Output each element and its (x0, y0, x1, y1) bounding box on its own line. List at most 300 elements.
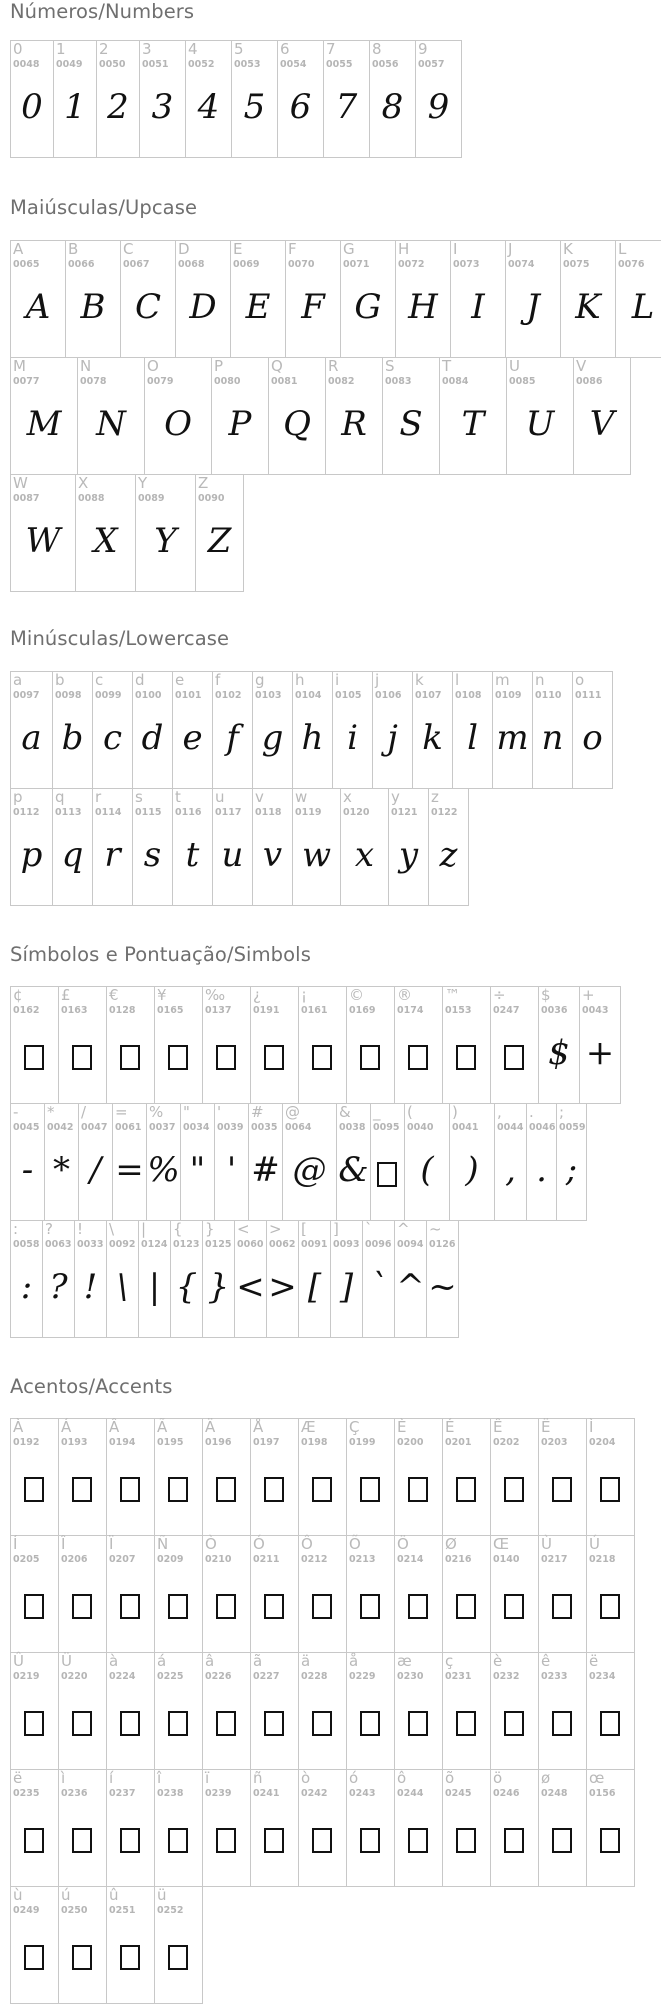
character-label: ! (77, 1220, 84, 1238)
character-label: ê (541, 1652, 551, 1670)
character-label: t (175, 788, 181, 806)
character-label: Î (61, 1535, 66, 1553)
glyph-cell (452, 671, 493, 789)
character-label: 8 (372, 40, 382, 58)
char-code: 0128 (109, 1005, 136, 1016)
glyph-cell (231, 40, 278, 158)
glyph-cell (75, 474, 136, 592)
glyph-cell (185, 40, 232, 158)
section-title: Minúsculas/Lowercase (10, 627, 230, 650)
glyph-cell (586, 1652, 635, 1770)
character-label: L (618, 240, 627, 258)
glyph-preview: = (115, 1150, 144, 1190)
missing-glyph-icon (264, 1828, 284, 1853)
glyph-preview: Y (154, 521, 177, 561)
glyph-preview: t (185, 835, 200, 875)
char-code: 0137 (205, 1005, 232, 1016)
char-code: 0104 (295, 690, 322, 701)
character-label: Œ (493, 1535, 510, 1553)
glyph-cell (370, 1103, 405, 1221)
missing-glyph-icon (168, 1594, 188, 1619)
glyph-cell (250, 1769, 299, 1887)
char-code: 0093 (333, 1239, 360, 1250)
glyph-cell (298, 1535, 347, 1653)
char-code: 0033 (77, 1239, 104, 1250)
character-label: _ (373, 1103, 381, 1121)
char-code: 0212 (301, 1554, 328, 1565)
glyph-cell (292, 671, 333, 789)
character-label: / (81, 1103, 87, 1121)
character-label: n (535, 671, 545, 689)
character-label: d (135, 671, 145, 689)
glyph-preview: 7 (335, 87, 358, 127)
char-code: 0118 (255, 807, 282, 818)
glyph-preview: 8 (381, 87, 404, 127)
char-code: 0086 (576, 376, 603, 387)
glyph-cell (10, 1652, 59, 1770)
character-label: # (251, 1103, 264, 1121)
char-code: 0250 (61, 1905, 88, 1916)
glyph-cell (415, 40, 462, 158)
character-label: î (157, 1769, 162, 1787)
missing-glyph-icon (216, 1477, 236, 1502)
character-label: ó (349, 1769, 359, 1787)
glyph-cell (10, 1418, 59, 1536)
char-code: 0056 (372, 59, 399, 70)
glyph-cell (106, 1535, 155, 1653)
character-label: w (295, 788, 308, 806)
char-code: 0052 (188, 59, 215, 70)
char-code: 0063 (45, 1239, 72, 1250)
char-code: 0156 (589, 1788, 616, 1799)
character-label: > (269, 1220, 282, 1238)
missing-glyph-icon (24, 1045, 44, 1070)
char-code: 0071 (343, 259, 370, 270)
glyph-cell (369, 40, 416, 158)
glyph-cell (346, 986, 395, 1104)
character-label: N (80, 357, 92, 375)
glyph-cell (538, 986, 580, 1104)
glyph-preview: u (221, 835, 244, 875)
glyph-preview: h (301, 718, 324, 758)
glyph-cell (490, 1418, 539, 1536)
glyph-cell (579, 986, 621, 1104)
glyph-preview: 4 (197, 87, 220, 127)
char-code: 0246 (493, 1788, 520, 1799)
char-code: 0036 (541, 1005, 568, 1016)
character-label: y (391, 788, 400, 806)
glyph-preview: A (25, 287, 51, 327)
glyph-cell (248, 1103, 283, 1221)
missing-glyph-icon (456, 1045, 476, 1070)
missing-glyph-icon (24, 1594, 44, 1619)
glyph-preview: J (526, 287, 540, 327)
character-label: Æ (301, 1418, 316, 1436)
glyph-cell (538, 1535, 587, 1653)
char-code: 0114 (95, 807, 122, 818)
glyph-preview: # (251, 1150, 280, 1190)
glyph-preview: \ (116, 1267, 129, 1307)
character-label: < (237, 1220, 250, 1238)
missing-glyph-icon (72, 1711, 92, 1736)
glyph-preview: d (141, 718, 164, 758)
glyph-cell (10, 1535, 59, 1653)
glyph-preview: ~ (428, 1267, 457, 1307)
character-label: ã (253, 1652, 263, 1670)
character-label: ~ (429, 1220, 442, 1238)
char-code: 0249 (13, 1905, 40, 1916)
glyph-cell (154, 1418, 203, 1536)
char-code: 0120 (343, 807, 370, 818)
character-label: í (109, 1769, 114, 1787)
glyph-cell (298, 986, 347, 1104)
character-label: Í (13, 1535, 18, 1553)
character-label: U (509, 357, 520, 375)
glyph-preview: ? (49, 1267, 68, 1307)
char-code: 0094 (397, 1239, 424, 1250)
char-code: 0202 (493, 1437, 520, 1448)
glyph-preview: y (398, 835, 419, 875)
character-label: 9 (418, 40, 428, 58)
character-label: K (563, 240, 573, 258)
character-label: ' (217, 1103, 222, 1121)
glyph-cell (132, 671, 173, 789)
char-code: 0234 (589, 1671, 616, 1682)
character-label: o (575, 671, 585, 689)
glyph-preview: B (80, 287, 106, 327)
char-code: 0069 (233, 259, 260, 270)
character-label: ( (407, 1103, 413, 1121)
glyph-cell (449, 1103, 495, 1221)
glyph-cell (106, 1220, 139, 1338)
missing-glyph-icon (408, 1711, 428, 1736)
missing-glyph-icon (264, 1045, 284, 1070)
glyph-cell (332, 671, 373, 789)
character-label: Y (138, 474, 148, 492)
char-code: 0106 (375, 690, 402, 701)
glyph-cell (586, 1418, 635, 1536)
char-code: 0059 (559, 1122, 586, 1133)
missing-glyph-icon (168, 1711, 188, 1736)
missing-glyph-icon (456, 1828, 476, 1853)
character-label: ë (589, 1652, 599, 1670)
char-code: 0196 (205, 1437, 232, 1448)
missing-glyph-icon (600, 1711, 620, 1736)
character-label: ® (397, 986, 412, 1004)
character-label: ä (301, 1652, 311, 1670)
character-label: f (215, 671, 221, 689)
missing-glyph-icon (264, 1477, 284, 1502)
char-code: 0101 (175, 690, 202, 701)
char-code: 0123 (173, 1239, 200, 1250)
glyph-cell (138, 1220, 171, 1338)
char-code: 0098 (55, 690, 82, 701)
glyph-cell (58, 1886, 107, 2004)
character-label: Õ (349, 1535, 361, 1553)
glyph-preview: " (189, 1150, 206, 1190)
character-label: ? (45, 1220, 53, 1238)
character-label: q (55, 788, 65, 806)
glyph-cell (442, 1418, 491, 1536)
character-label: Ê (493, 1418, 503, 1436)
glyph-cell (298, 1220, 331, 1338)
char-code: 0072 (398, 259, 425, 270)
char-code: 0050 (99, 59, 126, 70)
glyph-cell (106, 1886, 155, 2004)
character-label: D (178, 240, 190, 258)
glyph-cell (442, 1652, 491, 1770)
character-label: [ (301, 1220, 307, 1238)
char-code: 0095 (373, 1122, 400, 1133)
glyph-preview: | (148, 1267, 161, 1307)
character-label: , (497, 1103, 502, 1121)
char-code: 0051 (142, 59, 169, 70)
char-code: 0047 (81, 1122, 108, 1133)
char-code: 0199 (349, 1437, 376, 1448)
missing-glyph-icon (120, 1828, 140, 1853)
glyph-preview: c (102, 718, 123, 758)
character-label: Ô (301, 1535, 313, 1553)
char-code: 0213 (349, 1554, 376, 1565)
glyph-preview: 3 (151, 87, 174, 127)
char-code: 0082 (328, 376, 355, 387)
char-code: 0191 (253, 1005, 280, 1016)
char-code: 0111 (575, 690, 602, 701)
glyph-cell (10, 357, 78, 475)
character-label: e (175, 671, 185, 689)
missing-glyph-icon (312, 1477, 332, 1502)
missing-glyph-icon (168, 1945, 188, 1970)
char-code: 0230 (397, 1671, 424, 1682)
glyph-cell (106, 1769, 155, 1887)
char-code: 0119 (295, 807, 322, 818)
glyph-cell (394, 1535, 443, 1653)
character-label: ë (13, 1769, 23, 1787)
glyph-cell (10, 1220, 43, 1338)
char-code: 0243 (349, 1788, 376, 1799)
character-label: W (13, 474, 28, 492)
char-code: 0048 (13, 59, 40, 70)
character-label: É (445, 1418, 455, 1436)
glyph-preview: r (104, 835, 121, 875)
glyph-cell (252, 788, 293, 906)
char-code: 0207 (109, 1554, 136, 1565)
glyph-cell (172, 788, 213, 906)
glyph-cell (44, 1103, 79, 1221)
character-label: % (149, 1103, 164, 1121)
character-label: Q (271, 357, 283, 375)
character-label: l (455, 671, 460, 689)
char-code: 0126 (429, 1239, 456, 1250)
character-label: c (95, 671, 104, 689)
character-label: Ú (589, 1535, 600, 1553)
glyph-preview: ( (420, 1150, 434, 1190)
glyph-preview: M (26, 404, 62, 444)
missing-glyph-icon (216, 1594, 236, 1619)
char-code: 0226 (205, 1671, 232, 1682)
glyph-cell (492, 671, 533, 789)
glyph-preview: + (585, 1033, 615, 1073)
glyph-cell (58, 1769, 107, 1887)
missing-glyph-icon (72, 1828, 92, 1853)
glyph-cell (490, 1769, 539, 1887)
character-label: Û (13, 1652, 24, 1670)
glyph-cell (106, 1418, 155, 1536)
glyph-cell (53, 40, 97, 158)
character-label: ‰ (205, 986, 226, 1004)
char-code: 0218 (589, 1554, 616, 1565)
character-label: S (385, 357, 395, 375)
character-label: â (205, 1652, 215, 1670)
glyph-preview: 2 (107, 87, 129, 127)
char-code: 0085 (509, 376, 536, 387)
character-label: A (13, 240, 24, 258)
missing-glyph-icon (360, 1828, 380, 1853)
char-code: 0110 (535, 690, 562, 701)
char-code: 0194 (109, 1437, 136, 1448)
missing-glyph-icon (552, 1711, 572, 1736)
char-code: 0203 (541, 1437, 568, 1448)
missing-glyph-icon (600, 1594, 620, 1619)
glyph-preview: > (268, 1267, 297, 1307)
glyph-preview: e (182, 718, 203, 758)
glyph-preview: , (505, 1150, 516, 1190)
char-code: 0251 (109, 1905, 136, 1916)
character-label: i (335, 671, 340, 689)
char-code: 0040 (407, 1122, 434, 1133)
glyph-cell (532, 671, 573, 789)
glyph-cell (106, 1652, 155, 1770)
character-label: £ (61, 986, 71, 1004)
glyph-cell (195, 474, 244, 592)
char-code: 0054 (280, 59, 307, 70)
character-label: à (109, 1652, 119, 1670)
character-label: m (495, 671, 510, 689)
character-label: ¥ (157, 986, 167, 1004)
character-label: ù (13, 1886, 23, 1904)
character-label: : (13, 1220, 19, 1238)
character-label: € (109, 986, 119, 1004)
glyph-cell (346, 1652, 395, 1770)
char-code: 0206 (61, 1554, 88, 1565)
character-label: b (55, 671, 65, 689)
character-label: Ç (349, 1418, 360, 1436)
glyph-cell (252, 671, 293, 789)
glyph-cell (135, 474, 196, 592)
char-code: 0041 (452, 1122, 479, 1133)
char-code: 0046 (529, 1122, 556, 1133)
character-label: \ (109, 1220, 115, 1238)
char-code: 0079 (147, 376, 174, 387)
char-code: 0121 (391, 807, 418, 818)
glyph-preview: V (589, 404, 615, 444)
character-label: T (442, 357, 452, 375)
char-code: 0238 (157, 1788, 184, 1799)
char-code: 0057 (418, 59, 445, 70)
glyph-cell (234, 1220, 267, 1338)
glyph-preview: % (147, 1150, 180, 1190)
glyph-cell (277, 40, 324, 158)
glyph-cell (202, 1418, 251, 1536)
glyph-cell (154, 1886, 203, 2004)
char-code: 0075 (563, 259, 590, 270)
glyph-cell (230, 240, 286, 358)
glyph-preview: ! (83, 1267, 98, 1307)
glyph-preview: K (575, 287, 601, 327)
character-label: E (233, 240, 243, 258)
missing-glyph-icon (360, 1594, 380, 1619)
missing-glyph-icon (504, 1594, 524, 1619)
character-label: ¢ (13, 986, 23, 1004)
glyph-preview: 9 (427, 87, 450, 127)
character-label: g (255, 671, 265, 689)
glyph-preview: G (354, 287, 382, 327)
glyph-cell (298, 1652, 347, 1770)
character-label: ô (397, 1769, 407, 1787)
character-label: " (183, 1103, 190, 1121)
character-label: å (349, 1652, 359, 1670)
missing-glyph-icon (552, 1828, 572, 1853)
char-code: 0096 (365, 1239, 392, 1250)
missing-glyph-icon (408, 1828, 428, 1853)
missing-glyph-icon (216, 1828, 236, 1853)
character-label: ™ (445, 986, 460, 1004)
char-code: 0216 (445, 1554, 472, 1565)
missing-glyph-icon (168, 1477, 188, 1502)
glyph-cell (586, 1535, 635, 1653)
glyph-cell (120, 240, 176, 358)
char-code: 0227 (253, 1671, 280, 1682)
glyph-cell (132, 788, 173, 906)
glyph-preview: T (461, 404, 485, 444)
glyph-preview: R (341, 404, 367, 444)
missing-glyph-icon (72, 1594, 92, 1619)
character-label: R (328, 357, 339, 375)
missing-glyph-icon (600, 1828, 620, 1853)
glyph-preview: O (164, 404, 192, 444)
glyph-cell (556, 1103, 587, 1221)
character-label: Ü (61, 1652, 72, 1670)
glyph-preview: i (347, 718, 358, 758)
character-label: Z (198, 474, 209, 492)
char-code: 0042 (47, 1122, 74, 1133)
glyph-cell (212, 671, 253, 789)
missing-glyph-icon (504, 1477, 524, 1502)
glyph-cell (340, 240, 396, 358)
character-label: Ù (541, 1535, 552, 1553)
missing-glyph-icon (24, 1828, 44, 1853)
glyph-preview: @ (292, 1150, 327, 1190)
character-label: ÷ (493, 986, 506, 1004)
character-label: ú (61, 1886, 71, 1904)
char-code: 0219 (13, 1671, 40, 1682)
char-code: 0193 (61, 1437, 88, 1448)
char-code: 0080 (214, 376, 241, 387)
glyph-cell (250, 986, 299, 1104)
character-label: O (147, 357, 159, 375)
character-label: I (453, 240, 458, 258)
glyph-cell (96, 40, 140, 158)
character-label: ¿ (253, 986, 261, 1004)
glyph-cell (560, 240, 616, 358)
char-code: 0074 (508, 259, 535, 270)
glyph-cell (298, 1418, 347, 1536)
glyph-cell (282, 1103, 337, 1221)
glyph-preview: m (496, 718, 529, 758)
glyph-cell (10, 788, 53, 906)
char-code: 0062 (269, 1239, 296, 1250)
char-code: 0043 (582, 1005, 609, 1016)
